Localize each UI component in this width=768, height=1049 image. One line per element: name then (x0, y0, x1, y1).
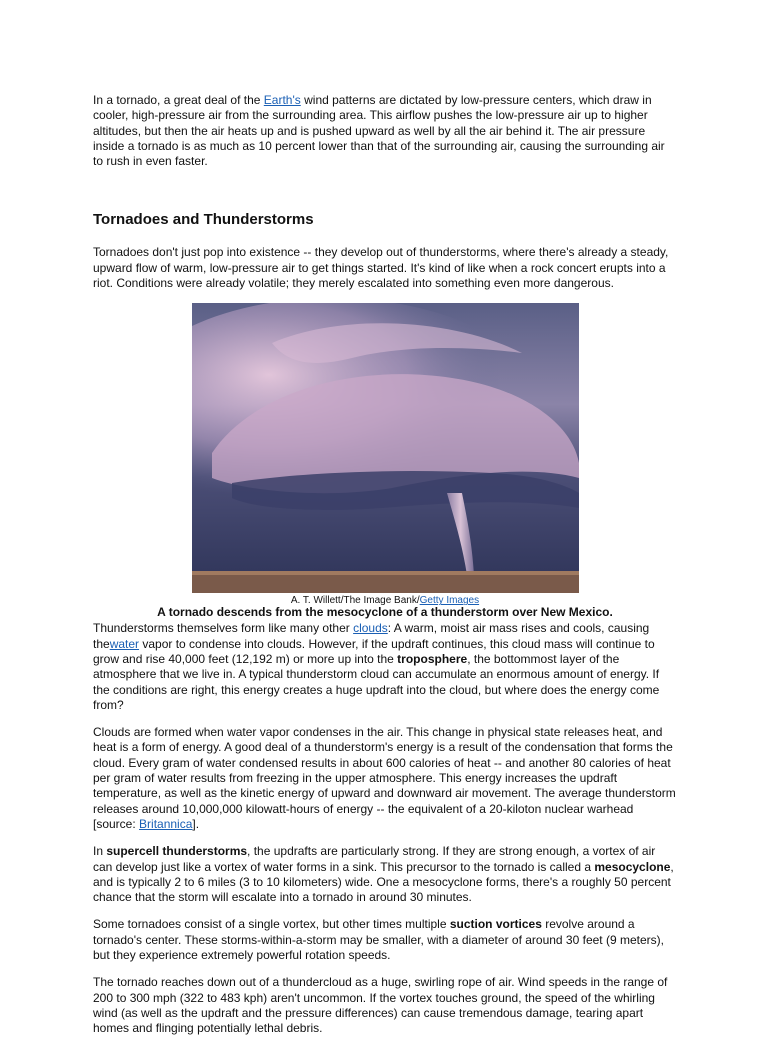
p4-text-1: In (93, 844, 107, 859)
paragraph-5 (93, 917, 677, 963)
p2-text-4: , the bottommost layer of the atmosphere that we live in. A typical thunderstorm cloud can accumulate an enormous amount of energy. If the conditions are right, this energy creates a huge updraft into the cloud, but where does the energy come from? (93, 651, 660, 712)
p2-text-1: Thunderstorms themselves form like many other (93, 621, 354, 636)
article-body (93, 93, 677, 1049)
p2-text-2: : A warm, moist air mass rises and cools, causing the (93, 621, 650, 651)
p4-text-2: , the updrafts are particularly strong. If they are strong enough, a vortex of air can develop just like a vortex of water forms in a sink. This precursor to the tornado is called a (93, 844, 656, 874)
paragraph-6: The tornado reaches down out of a thundercloud as a huge, swirling rope of air. Wind speeds in the range of 200 to 300 mph (322 to 483 kph) aren't uncommon. If the vortex touches ground, the speed of the whirling wind (as well as the updraft and the pressure differences) can cause tremendous damage, tearing apart homes and flinging potentially lethal debris. (93, 975, 668, 1036)
mesocyclone-term: mesocyclone (594, 859, 671, 874)
paragraph-4 (93, 844, 677, 905)
figure (93, 303, 677, 619)
paragraph-2 (93, 621, 677, 713)
paragraph-3 (93, 725, 677, 832)
supercell-term: supercell thunderstorms (106, 844, 248, 859)
section-heading: Tornadoes and Thunderstorms (93, 211, 314, 229)
intro-paragraph (93, 93, 677, 169)
intro-text-2: wind patterns are dictated by low-pressure centers, which draw in cooler, high-pressure air from the surrounding area. This airflow pushes the low-pressure air up to higher altitudes, but then the air heats up and is pushed upward as well by all the air behind it. The air pressure inside a tornado is as much as 10 percent lower than that of the surrounding air, causing the surrounding air to rush in even faster. (93, 93, 665, 169)
p4-text-3: , and is typically 2 to 6 miles (3 to 10 kilometers) wide. One a mesocyclone forms, there's a roughly 50 percent chance that the storm will escalate into a tornado in around 30 minutes. (93, 859, 674, 905)
clouds-link[interactable]: clouds (353, 621, 388, 636)
troposphere-term: troposphere (397, 651, 468, 666)
photo-caption: A tornado descends from the mesocyclone of a thunderstorm over New Mexico. (157, 605, 613, 620)
water-link[interactable]: water (109, 636, 140, 651)
tornado-photo (192, 303, 579, 593)
suction-vortices-term: suction vortices (449, 917, 542, 932)
p5-text-2: revolve around a tornado's center. These storms-within-a-storm may be smaller, with a diameter of around 30 feet (9 meters), but they experience extremely powerful rotation speeds. (93, 917, 664, 963)
p5-text-1: Some tornadoes consist of a single vortex, but other times multiple (93, 917, 450, 932)
credit-text: A. T. Willett/The Image Bank/ (290, 595, 420, 607)
p3-text-end: ]. (192, 816, 200, 831)
p3-text: Clouds are formed when water vapor condenses in the air. This change in physical state releases heat, and heat is a form of energy. A good deal of a thunderstorm's energy is a result of the condensation that forms the cloud. Every gram of water condensed results in about 600 calories of heat -- and another 80 calories of heat per gram of water results from freezing in the upper atmosphere. This energy increases the updraft temperature, as well as the kinetic energy of upward and downward air movement. The average thunderstorm releases around 10,000,000 kilowatt-hours of energy -- the equivalent of a 20-kiloton nuclear warhead [source: (93, 725, 676, 831)
paragraph-1: Tornadoes don't just pop into existence -- they develop out of thunderstorms, where there's already a steady, upward flow of warm, low-pressure air to get things started. It's kind of like when a rock concert erupts into a riot. Conditions were already volatile; they merely escalated into something even more dangerous. (93, 245, 669, 291)
britannica-link[interactable]: Britannica (139, 816, 193, 831)
earths-link[interactable]: Earth's (263, 93, 301, 107)
p2-text-3: vapor to condense into clouds. However, if the updraft continues, this cloud mass will continue to grow and rise 40,000 feet (12,192 m) or more up into the (93, 636, 655, 666)
intro-text-1: In a tornado, a great deal of the (93, 93, 264, 107)
getty-images-link[interactable]: Getty Images (419, 595, 480, 607)
